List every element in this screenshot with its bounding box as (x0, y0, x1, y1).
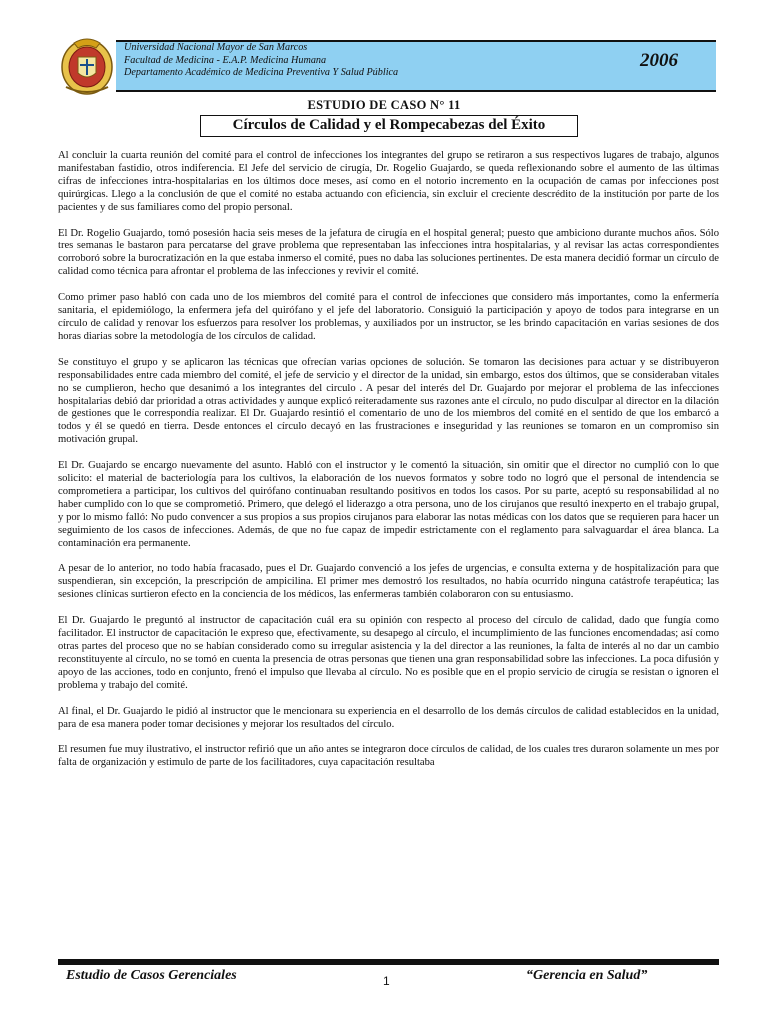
faculty-name: Facultad de Medicina - E.A.P. Medicina Humana (124, 54, 327, 66)
footer-right-text: “Gerencia en Salud” (526, 968, 648, 983)
case-number: ESTUDIO DE CASO N° 11 (307, 98, 461, 112)
case-title: Círculos de Calidad y el Rompecabezas del Éxito (200, 115, 578, 137)
paragraph: El Dr. Guajardo le preguntó al instructor de capacitación cuál era su opinión con respecto al proceso del círculo de calidad, dado que fungía como facilitador. El instructor de capacitación le expreso que, efectivamente, su desapego al círculo, el incumplimiento de las funciones encomendadas; así como otras partes del proceso que no se habían considerado como su irregular asistencia y la del director a las reuniones, la falta de interés al no dar un cambio reconstituyente al círculo, no se tomó en cuenta la presencia de otras personas que tienen una gran responsabilidad sobre las infecciones. La poca difusión y apoyo de las acciones, todo en conjunto, frenó el impulso que llevaba al círculo. No es posible que en el propio servicio de cirugía se resistan o ignoren el problema y trabajo del comité. (58, 615, 719, 691)
paragraph: El Dr. Rogelio Guajardo, tomó posesión hacia seis meses de la jefatura de cirugía en el hospital general; puesto que ambiciono durante muchos años. Sólo tres semanas le bastaron para percatarse del grave problema que representaban las infecciones intra hospitalarias, y al revisar las actas correspondientes corroboró sobre la burocratización en la que estaba inmerso el comité, pues no daba las soluciones pertinentes. De esta manera decidió formar un círculo de calidad como técnica para afrontar el problema de las infecciones y revivir el comité. (58, 227, 719, 278)
paragraph: Al final, el Dr. Guajardo le pidió al instructor que le mencionara su experiencia en el desarrollo de los demás círculos de calidad establecidos en la unidad, para de esa manera poder tomar decisiones y mejorar los resultados del círculo. (58, 705, 719, 730)
paragraph: El resumen fue muy ilustrativo, el instructor refirió que un año antes se integraron doce círculos de calidad, de los cuales tres duraron solamente un mes por falta de organización y estimulo de parte de los facilitadores, cuya capacitación resultaba (58, 744, 719, 769)
header-year: 2006 (640, 50, 678, 71)
page-number: 1 (383, 974, 390, 988)
department-name: Departamento Académico de Medicina Preventiva Y Salud Pública (124, 67, 399, 79)
header-lines (124, 42, 398, 80)
paragraph: A pesar de lo anterior, no todo había fracasado, pues el Dr. Guajardo convenció a los jefes de urgencias, e consulta externa y de hospitalización para que suspendieran, sin excepción, la prescripción de ampicilina. El primer mes demostró los resultados, no había ocurrido ninguna catástrofe terapéutica; las sesiones clínicas surtieron efecto en la conciencia de los médicos, las enfermeras también colaboraron con su entusiasmo. (58, 563, 719, 601)
document-header (56, 38, 718, 96)
paragraph: Al concluir la cuarta reunión del comité para el control de infecciones los integrantes del grupo se retiraron a sus respectivos lugares de trabajo, algunos manifestaban fastidio, otros indiferencia. El Jefe del servicio de cirugía, Dr. Rogelio Guajardo, se queda reflexionando sobre el aumento de las últimas cifras de infecciones intra-hospitalarias en los últimos doce meses, así como en el notorio incremento en la ocupación de camas por infecciones post quirúrgicas. Llego a la conclusión de que el comité no estaba actuando con eficiencia, sin excluir el creciente descrédito de la institución por parte de los pacientes y de sus familiares como del propio personal. (58, 150, 719, 213)
university-crest-icon (58, 35, 116, 97)
paragraph: El Dr. Guajardo se encargo nuevamente del asunto. Habló con el instructor y le comentó la situación, sin omitir que el director no cumplió con lo que solicito: el material de bacteriología para los cultivos, la elaboración de los nuevos formatos y sobre todo no logró que el personal de intendencia se comprometiera a participar, los cultivos del quirófano continuaban resultando positivos en todos los casos. Por su parte, aceptó su responsabilidad al no haber cumplido con lo que se comprometió. Primero, que delegó el liderazgo a otra persona, uno de los cirujanos que resultó inexperto en el trabajo grupal, y por lo mismo falló: No pudo convencer a sus propios a sus propios cirujanos para elaborar las notas médicas con los datos que se requieren para hacer un seguimiento de los casos de infecciones. Además, de que no fue capaz de impedir estrictamente con el reglamento para salvaguardar el área blanca. La contaminación era permanente. (58, 460, 719, 549)
paragraph: Se constituyo el grupo y se aplicaron las técnicas que ofrecían varias opciones de solución. Se tomaron las decisiones para actuar y se distribuyeron responsabilidades entre cada miembro del comité, el jefe de servicio y el director de la unidad, sin embargo, estos dos últimos, que se consideraban vitales no se cumplieron, hecho que desanimó a los integrantes del circulo . A pesar del interés del Dr. Guajardo por mejorar el problema de las infecciones hospitalarias debió dar prioridad a otras actividades y aunque explicó reiteradamente sus razones ante el círculo, no pudo disculpar al director en la dilación de gestiones que le correspondía realizar. El Dr. Guajardo resintió el comentario de uno de los miembros del comité en el sentido de que los embarcó a todos y él se quedó en tierra. Desde entonces el círculo decayó en las frustraciones e inseguridad y las reuniones se tomaron en un compromiso sin motivación grupal. (58, 356, 719, 446)
footer-left-text: Estudio de Casos Gerenciales (66, 968, 237, 983)
document-body (58, 150, 719, 928)
university-name: Universidad Nacional Mayor de San Marcos (124, 42, 308, 53)
paragraph: Como primer paso habló con cada uno de los miembros del comité para el control de infecciones que considero más importantes, como la enfermería sanitaria, el epidemiólogo, la enfermera jefa del quirófano y el jefe del laboratorio. Consiguió la participación y apoyo de todos para integrarse en un círculo de calidad y renovar los esfuerzos para resolver los problemas, y auxiliados por un instructor, se les brindo capacitación en varias sesiones de dos horas diarias sobre la metodología de los círculos de calidad. (58, 292, 719, 342)
footer-rule (58, 959, 719, 965)
